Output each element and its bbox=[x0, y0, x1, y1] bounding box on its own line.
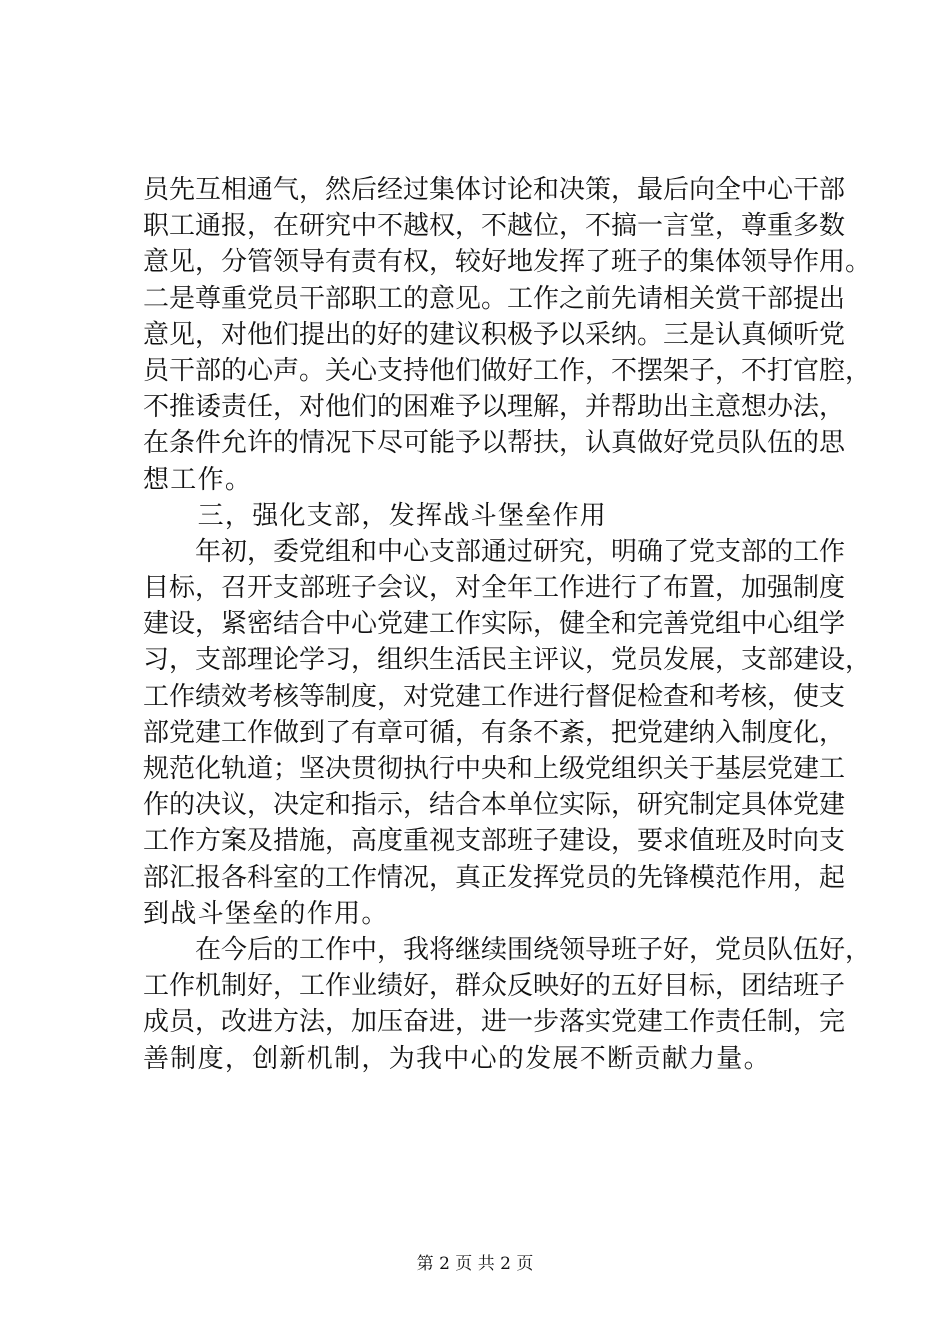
document-body bbox=[143, 172, 872, 1077]
text-line: 善制度，创新机制，为我中心的发展不断贡献力量。 bbox=[143, 1043, 771, 1074]
text-line: 年初，委党组和中心支部通过研究，明确了党支部的工作 bbox=[143, 536, 846, 567]
text-line: 工作机制好，工作业绩好，群众反映好的五好目标，团结班子 bbox=[143, 971, 846, 1002]
text-line: 意见，对他们提出的好的建议积极予以采纳。三是认真倾听党 bbox=[143, 319, 846, 350]
text-line: 成员，改进方法，加压奋进，进一步落实党建工作责任制，完 bbox=[143, 1007, 846, 1038]
text-line: 部党建工作做到了有章可循，有条不紊，把党建纳入制度化， bbox=[143, 717, 846, 748]
text-line: 作的决议，决定和指示，结合本单位实际，研究制定具体党建 bbox=[143, 790, 846, 821]
text-line: 二是尊重党员干部职工的意见。工作之前先请相关赏干部提出 bbox=[143, 283, 846, 314]
text-line: 建设，紧密结合中心党建工作实际，健全和完善党组中心组学 bbox=[143, 609, 846, 640]
text-line: 在今后的工作中，我将继续围绕领导班子好，党员队伍好， bbox=[143, 934, 872, 965]
text-line: 工作方案及措施，高度重视支部班子建设，要求值班及时向支 bbox=[143, 826, 846, 857]
text-line: 部汇报各科室的工作情况，真正发挥党员的先锋模范作用，起 bbox=[143, 862, 846, 893]
text-line: 规范化轨道；坚决贯彻执行中央和上级党组织关于基层党建工 bbox=[143, 754, 846, 784]
text-line: 不推诿责任，对他们的困难予以理解，并帮助出主意想办法， bbox=[143, 392, 846, 423]
text-line: 到战斗堡垒的作用。 bbox=[143, 898, 389, 929]
page-footer: 第 2 页 共 2 页 bbox=[416, 1254, 534, 1274]
text-line: 目标，召开支部班子会议，对全年工作进行了布置，加强制度 bbox=[143, 573, 846, 604]
text-line: 意见，分管领导有责有权，较好地发挥了班子的集体领导作用。 bbox=[143, 247, 872, 278]
text-line: 员先互相通气，然后经过集体讨论和决策，最后向全中心干部 bbox=[143, 175, 846, 205]
text-line: 员干部的心声。关心支持他们做好工作，不摆架子，不打官腔， bbox=[143, 355, 872, 386]
text-line: 想工作。 bbox=[143, 464, 253, 495]
text-line: 职工通报，在研究中不越权，不越位，不搞一言堂，尊重多数 bbox=[143, 211, 846, 242]
text-line: 三，强化支部，发挥战斗堡垒作用 bbox=[143, 500, 608, 531]
text-line: 习，支部理论学习，组织生活民主评议，党员发展，支部建设， bbox=[143, 645, 872, 676]
text-line: 在条件允许的情况下尽可能予以帮扶，认真做好党员队伍的思 bbox=[143, 428, 846, 459]
text-line: 工作绩效考核等制度，对党建工作进行督促检查和考核，使支 bbox=[143, 681, 846, 712]
